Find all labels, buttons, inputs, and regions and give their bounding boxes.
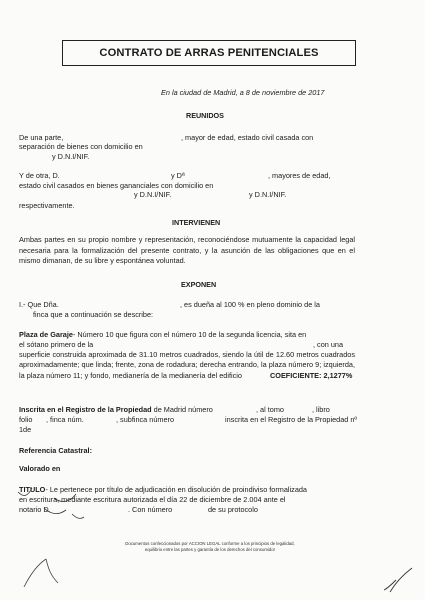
garaje-rest: superficie construida aproximada de 31.10 metros cuadrados, siendo la útil de 12.60 metros cuadrados aproximadamente; que linda; frente, zona de rodadura; derecha entrando, la plaza número 9; izquierda, la plaza número 11; y fondo, medianería de la medianería del edificio bbox=[19, 350, 355, 380]
reunidos-p2-line3-b: y D.N.I/NIF. bbox=[249, 190, 287, 199]
reunidos-p2-line1-c: , mayores de edad, bbox=[268, 171, 331, 180]
titulo-line3-b: . Con número bbox=[128, 505, 173, 514]
titulo-line3-c: de su protocolo bbox=[208, 505, 258, 514]
inscrita-line1-c: , libro bbox=[312, 405, 330, 414]
reunidos-p1-line1-a: De una parte, bbox=[19, 133, 64, 142]
inscrita-line1-a: de Madrid número bbox=[153, 405, 213, 414]
inscrita-line1 bbox=[19, 405, 213, 415]
garaje-line2-b: , con una bbox=[313, 340, 344, 349]
inscrita-line2-d: inscrita en el Registro de la Propiedad nº bbox=[225, 415, 358, 424]
footer-line2: equilibrio entre las partes y garantía de los derechos del consumidor bbox=[144, 547, 276, 552]
document-title: CONTRATO DE ARRAS PENITENCIALES bbox=[62, 40, 356, 66]
garaje-label: Plaza de Garaje bbox=[19, 330, 73, 339]
titulo-line1-text: - Le pertenece por título de adjudicación en disolución de proindiviso formalizada bbox=[45, 485, 307, 494]
handwritten-scribble-icon bbox=[14, 470, 104, 530]
reunidos-p2-line2: estado civil casados en bienes gananciales con domicilio en bbox=[19, 181, 214, 190]
reunidos-p2-line1-a: Y de otra, D. bbox=[19, 171, 60, 180]
exponen-i-line2: finca que a continuación se describe: bbox=[33, 310, 154, 319]
garaje-line1 bbox=[19, 330, 306, 340]
titulo-label: TITULO bbox=[19, 485, 46, 494]
signature-mark-right-icon bbox=[330, 560, 420, 598]
reunidos-p2-line3-a: y D.N.I/NIF. bbox=[134, 190, 172, 199]
valorado-en: Valorado en bbox=[19, 464, 61, 473]
inscrita-line2-a: folio bbox=[19, 415, 33, 424]
titulo-line3-a: notario D. bbox=[19, 505, 51, 514]
garaje-line1-text: - Número 10 que figura con el número 10 de la segunda licencia, sita en bbox=[72, 330, 307, 339]
reunidos-p1-line2: separación de bienes con domicilio en bbox=[19, 142, 143, 151]
place-date: En la ciudad de Madrid, a 8 de noviembre de 2017 bbox=[161, 88, 325, 97]
section-intervienen: INTERVIENEN bbox=[172, 218, 221, 227]
reunidos-p2-line4: respectivamente. bbox=[19, 201, 75, 210]
exponen-i-line1-a: I.- Que Dña. bbox=[19, 300, 59, 309]
reunidos-p1-line3: y D.N.I/NIF. bbox=[52, 152, 90, 161]
reunidos-p1-line1-b: , mayor de edad, estado civil casada con bbox=[181, 133, 314, 142]
inscrita-line2-c: , subfinca número bbox=[116, 415, 175, 424]
section-reunidos: REUNIDOS bbox=[186, 111, 224, 120]
garaje-description bbox=[19, 350, 355, 381]
signature-mark-left-icon bbox=[18, 553, 68, 593]
footer-note bbox=[70, 541, 350, 553]
inscrita-label: Inscrita en el Registro de la Propiedad bbox=[19, 405, 152, 414]
inscrita-line1-b: , al tomo bbox=[256, 405, 284, 414]
inscrita-line2-b: , finca núm. bbox=[46, 415, 84, 424]
garaje-line2-a: el sótano primero de la bbox=[19, 340, 94, 349]
coeficiente: COEFICIENTE: 2,1277% bbox=[270, 370, 353, 380]
footer-line1: Documentos confeccionados por ACCION LEGAL conforme a los principios de legalidad, bbox=[125, 541, 295, 546]
titulo-line2: en escritura, mediante escritura autorizada el día 22 de diciembre de 2.004 ante el bbox=[19, 495, 286, 504]
exponen-i-line1-b: , es dueña al 100 % en pleno dominio de la bbox=[180, 300, 320, 309]
inscrita-line3: 1de bbox=[19, 425, 32, 434]
intervienen-paragraph: Ambas partes en su propio nombre y representación, reconociéndose mutuamente la capacidad legal necesaria para la formalización del presente contrato, y la asunción de las obligaciones que en el mismo dimanan, de su libre y espontánea voluntad. bbox=[19, 235, 355, 265]
referencia-catastral: Referencia Catastral: bbox=[19, 446, 93, 455]
reunidos-p2-line1-b: y Dª bbox=[171, 171, 185, 180]
section-exponen: EXPONEN bbox=[181, 280, 217, 289]
